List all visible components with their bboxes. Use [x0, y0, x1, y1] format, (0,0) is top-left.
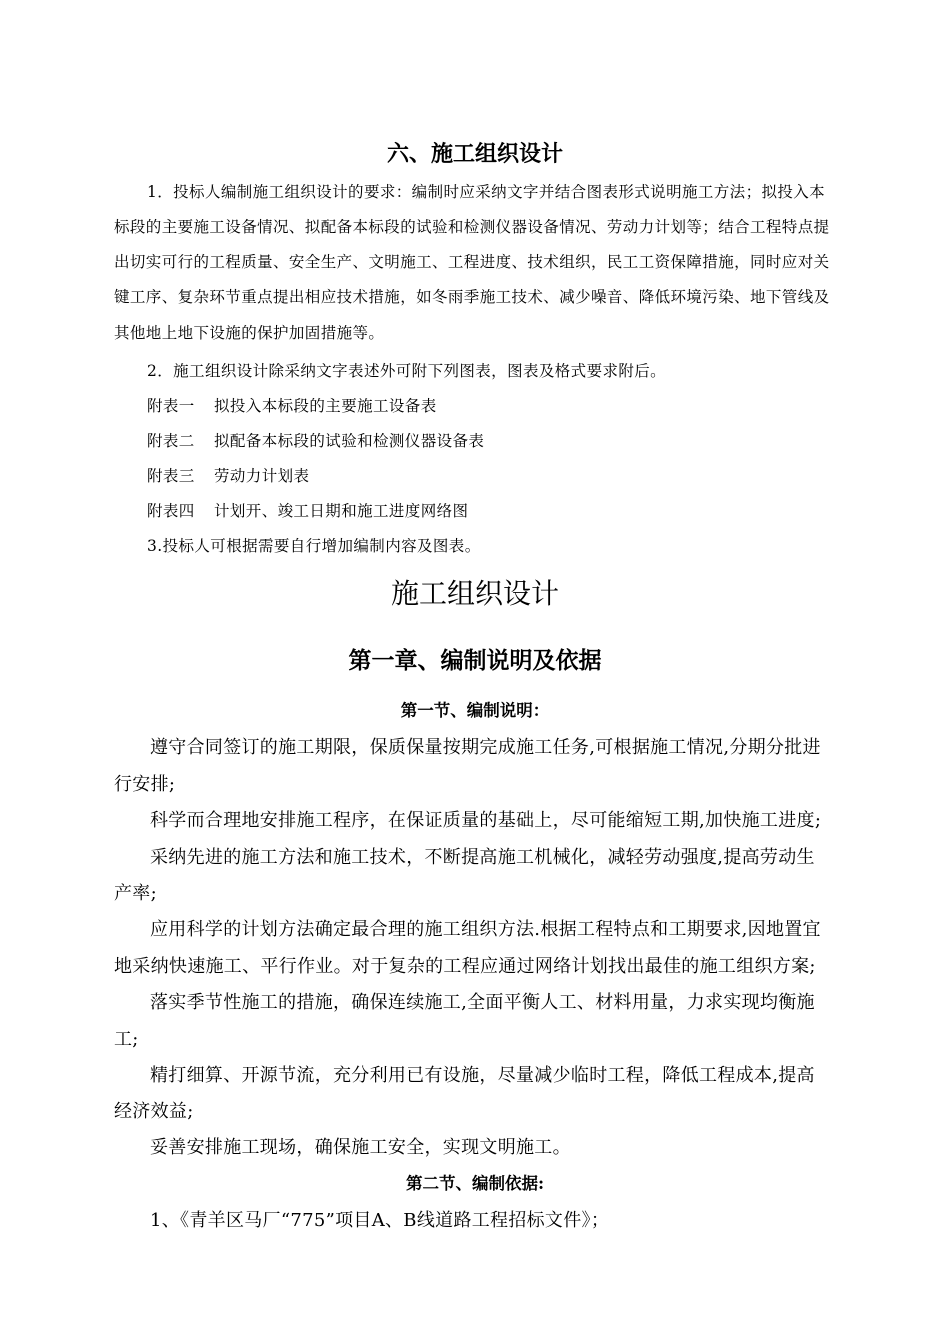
- req-p3: 3.投标人可根据需要自行增加编制内容及图表。: [147, 537, 481, 555]
- section1-line-1: 遵守合同签订的施工期限，保质保量按期完成施工任务,可根据施工情况,分期分批进: [150, 737, 821, 758]
- attachment-text-2: 拟配备本标段的试验和检测仪器设备表: [214, 432, 485, 450]
- section1-line-11: 经济效益;: [114, 1101, 194, 1122]
- attachment-text-1: 拟投入本标段的主要施工设备表: [214, 397, 437, 415]
- req-p2: 2．施工组织设计除采纳文字表述外可附下列图表，图表及格式要求附后。: [147, 362, 667, 380]
- attachment-label-4: 附表四: [147, 502, 195, 520]
- section1-line-7: 地采纳快速施工、平行作业。对于复杂的工程应通过网络计划找出最佳的施工组织方案;: [114, 956, 816, 977]
- section-heading: 六、施工组织设计: [386, 141, 563, 167]
- section2-title: 第二节、编制依据:: [405, 1174, 545, 1193]
- attachment-label-1: 附表一: [147, 397, 195, 415]
- attachment-label-3: 附表三: [147, 467, 195, 485]
- section1-line-12: 妥善安排施工现场，确保施工安全，实现文明施工。: [150, 1137, 571, 1158]
- chapter-title: 第一章、编制说明及依据: [348, 647, 602, 674]
- req-line-4: 键工序、复杂环节重点提出相应技术措施，如冬雨季施工技术、减少噪音、降低环境污染、地下管线及: [114, 288, 830, 306]
- section2-line-1: 1、《青羊区马厂“775”项目A、B线道路工程招标文件》；: [150, 1210, 610, 1231]
- section1-title: 第一节、编制说明：: [400, 701, 550, 720]
- req-line-5: 其他地上地下设施的保护加固措施等。: [114, 324, 385, 342]
- section1-line-3: 科学而合理地安排施工程序，在保证质量的基础上，尽可能缩短工期,加快施工进度;: [150, 810, 822, 831]
- section1-line-6: 应用科学的计划方法确定最合理的施工组织方法.根据工程特点和工期要求,因地置宜: [150, 919, 821, 940]
- section1-line-5: 产率;: [114, 883, 157, 904]
- section1-line-2: 行安排;: [114, 774, 176, 795]
- attachment-label-2: 附表二: [147, 432, 195, 450]
- req-line-1: 1．投标人编制施工组织设计的要求：编制时应采纳文字并结合图表形式说明施工方法；拟投入本: [147, 183, 826, 201]
- attachment-text-3: 劳动力计划表: [214, 467, 310, 485]
- section1-line-8: 落实季节性施工的措施，确保连续施工,全面平衡人工、材料用量，力求实现均衡施: [150, 992, 815, 1013]
- section1-line-9: 工;: [114, 1029, 139, 1050]
- main-title: 施工组织设计: [390, 577, 559, 610]
- req-line-2: 标段的主要施工设备情况、拟配备本标段的试验和检测仪器设备情况、劳动力计划等；结合工程特点提: [114, 218, 830, 236]
- section1-line-4: 采纳先进的施工方法和施工技术，不断提高施工机械化，减轻劳动强度,提高劳动生: [150, 847, 815, 868]
- section1-line-10: 精打细算、开源节流，充分利用已有设施，尽量减少临时工程，降低工程成本,提高: [150, 1065, 815, 1086]
- req-line-3: 出切实可行的工程质量、安全生产、文明施工、工程进度、技术组织，民工工资保障措施，同时应对关: [114, 253, 830, 271]
- attachment-text-4: 计划开、竣工日期和施工进度网络图: [214, 502, 469, 520]
